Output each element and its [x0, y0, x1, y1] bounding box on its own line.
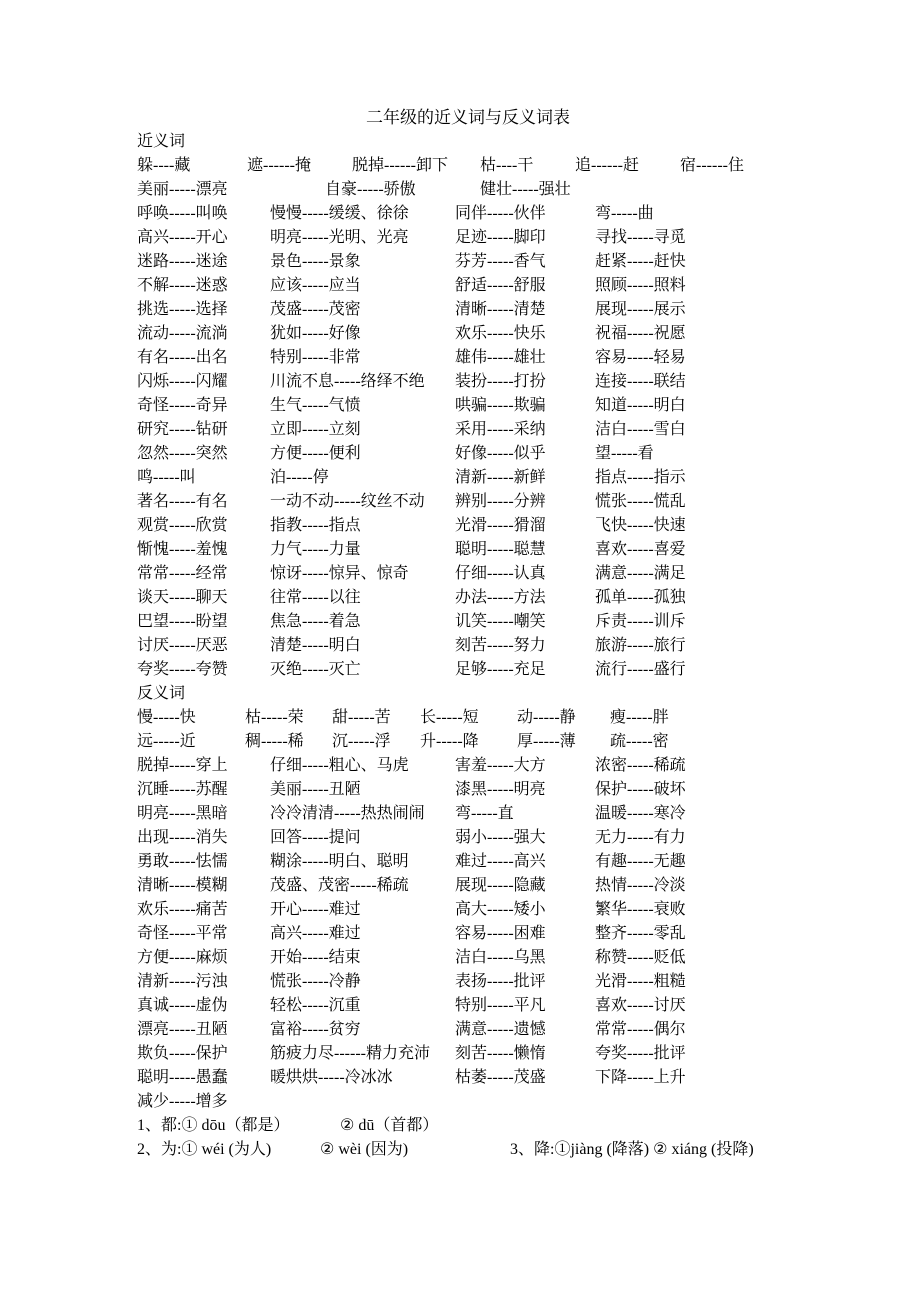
note-pair: 2、为:① wéi (为人) — [137, 1141, 272, 1158]
antonym-row — [137, 922, 799, 946]
synonym-row — [137, 466, 799, 490]
synonym-pair: 寻找-----寻觅 — [595, 229, 686, 246]
antonym-pair: 慌张-----冷静 — [270, 973, 361, 990]
synonym-pair: 夸奖-----夸赞 — [137, 661, 228, 678]
antonym-pair: 高兴-----难过 — [270, 925, 361, 942]
antonym-pair: 清新-----污浊 — [137, 973, 228, 990]
synonym-pair: 好像-----似乎 — [455, 445, 546, 462]
antonym-pair: 真诚-----虚伪 — [137, 997, 228, 1014]
note-row — [137, 1114, 799, 1138]
antonym-row — [137, 706, 799, 730]
antonym-pair: 高大-----矮小 — [455, 901, 546, 918]
antonym-row — [137, 946, 799, 970]
synonym-pair: 研究-----钻研 — [137, 421, 228, 438]
antonym-pair: 脱掉-----穿上 — [137, 757, 228, 774]
note-row — [137, 1138, 799, 1162]
synonym-pair: 有名-----出名 — [137, 349, 228, 366]
synonym-pair: 灭绝-----灭亡 — [270, 661, 361, 678]
note-pair: 3、降:①jiàng (降落) ② xiáng (投降) — [510, 1141, 754, 1158]
antonym-pair: 洁白-----乌黑 — [455, 949, 546, 966]
synonym-pair: 芬芳-----香气 — [455, 253, 546, 270]
antonym-pair: 漆黑-----明亮 — [455, 781, 546, 798]
synonym-pair: 同伴-----伙伴 — [455, 205, 546, 222]
antonym-pair: 容易-----困难 — [455, 925, 546, 942]
synonym-pair: 旅游-----旅行 — [595, 637, 686, 654]
antonym-pair: 聪明-----愚蠢 — [137, 1069, 228, 1086]
antonyms-list — [137, 706, 799, 1114]
document-content — [137, 106, 799, 1162]
synonym-row — [137, 322, 799, 346]
antonym-pair: 沉-----浮 — [332, 733, 391, 750]
synonym-pair: 满意-----满足 — [595, 565, 686, 582]
synonym-row — [137, 298, 799, 322]
antonym-pair: 漂亮-----丑陋 — [137, 1021, 228, 1038]
antonym-pair: 开始-----结束 — [270, 949, 361, 966]
note-pair: ② wèi (因为) — [320, 1141, 409, 1158]
synonym-pair: 躲----藏 — [137, 157, 191, 174]
antonym-pair: 喜欢-----讨厌 — [595, 997, 686, 1014]
synonym-pair: 清晰-----清楚 — [455, 301, 546, 318]
synonym-pair: 辨别-----分辨 — [455, 493, 546, 510]
synonym-pair: 足迹-----脚印 — [455, 229, 546, 246]
synonym-row — [137, 490, 799, 514]
synonym-pair: 往常-----以往 — [270, 589, 361, 606]
synonym-pair: 流行-----盛行 — [595, 661, 686, 678]
antonym-pair: 温暖-----寒冷 — [595, 805, 686, 822]
note-pair: ② dū（首都） — [340, 1117, 439, 1134]
synonym-pair: 宿------住 — [680, 157, 744, 174]
synonym-pair: 赶紧-----赶快 — [595, 253, 686, 270]
antonym-pair: 难过-----高兴 — [455, 853, 546, 870]
synonym-pair: 巴望-----盼望 — [137, 613, 228, 630]
antonym-row — [137, 754, 799, 778]
synonym-pair: 清楚-----明白 — [270, 637, 361, 654]
synonym-pair: 力气-----力量 — [270, 541, 361, 558]
antonym-row — [137, 1018, 799, 1042]
synonym-row — [137, 274, 799, 298]
synonym-row — [137, 418, 799, 442]
synonym-pair: 飞快-----快速 — [595, 517, 686, 534]
synonym-row — [137, 346, 799, 370]
synonym-row — [137, 610, 799, 634]
antonym-pair: 常常-----偶尔 — [595, 1021, 686, 1038]
synonym-pair: 望-----看 — [595, 445, 654, 462]
synonym-pair: 知道-----明白 — [595, 397, 686, 414]
synonym-pair: 茂盛-----茂密 — [270, 301, 361, 318]
synonym-pair: 指教-----指点 — [270, 517, 361, 534]
antonym-pair: 表扬-----批评 — [455, 973, 546, 990]
synonym-pair: 舒适-----舒服 — [455, 277, 546, 294]
antonym-pair: 疏-----密 — [610, 733, 669, 750]
document-title: 二年级的近义词与反义词表 — [366, 108, 570, 127]
antonym-row — [137, 778, 799, 802]
synonym-pair: 刻苦-----努力 — [455, 637, 546, 654]
synonyms-section-label: 近义词 — [137, 133, 186, 150]
antonym-row — [137, 1090, 799, 1114]
synonym-pair: 迷路-----迷途 — [137, 253, 228, 270]
synonym-pair: 脱掉------卸下 — [352, 157, 448, 174]
synonym-row — [137, 562, 799, 586]
synonym-pair: 健壮-----强壮 — [480, 181, 571, 198]
synonym-pair: 不解-----迷惑 — [137, 277, 228, 294]
synonym-pair: 喜欢-----喜爱 — [595, 541, 686, 558]
synonym-pair: 闪烁-----闪耀 — [137, 373, 228, 390]
synonym-pair: 连接-----联结 — [595, 373, 686, 390]
antonym-pair: 美丽-----丑陋 — [270, 781, 361, 798]
synonym-pair: 足够-----充足 — [455, 661, 546, 678]
synonym-pair: 挑选-----选择 — [137, 301, 228, 318]
synonym-pair: 生气-----气愤 — [270, 397, 361, 414]
synonym-pair: 观赏-----欣赏 — [137, 517, 228, 534]
antonym-pair: 整齐-----零乱 — [595, 925, 686, 942]
synonym-row — [137, 514, 799, 538]
antonym-pair: 夸奖-----批评 — [595, 1045, 686, 1062]
synonym-pair: 方便-----便利 — [270, 445, 361, 462]
antonym-pair: 方便-----麻烦 — [137, 949, 228, 966]
synonym-pair: 容易-----轻易 — [595, 349, 686, 366]
antonym-pair: 光滑-----粗糙 — [595, 973, 686, 990]
synonym-pair: 讥笑-----嘲笑 — [455, 613, 546, 630]
synonym-pair: 孤单-----孤独 — [595, 589, 686, 606]
antonym-row — [137, 970, 799, 994]
antonym-pair: 厚-----薄 — [517, 733, 576, 750]
antonym-pair: 清晰-----模糊 — [137, 877, 228, 894]
synonym-pair: 景色-----景象 — [270, 253, 361, 270]
synonym-pair: 斥责-----训斥 — [595, 613, 686, 630]
synonym-pair: 犹如-----好像 — [270, 325, 361, 342]
antonym-pair: 繁华-----衰败 — [595, 901, 686, 918]
synonym-pair: 光滑-----猾溜 — [455, 517, 546, 534]
synonym-pair: 谈天-----聊天 — [137, 589, 228, 606]
antonym-pair: 长-----短 — [420, 709, 479, 726]
synonym-pair: 清新-----新鲜 — [455, 469, 546, 486]
antonym-pair: 满意-----遗憾 — [455, 1021, 546, 1038]
antonym-pair: 出现-----消失 — [137, 829, 228, 846]
synonym-pair: 自豪-----骄傲 — [325, 181, 416, 198]
synonym-pair: 装扮-----打扮 — [455, 373, 546, 390]
antonym-pair: 明亮-----黑暗 — [137, 805, 228, 822]
synonym-pair: 一动不动-----纹丝不动 — [270, 493, 425, 510]
synonym-pair: 洁白-----雪白 — [595, 421, 686, 438]
antonym-pair: 稠-----稀 — [245, 733, 304, 750]
synonym-pair: 特别-----非常 — [270, 349, 361, 366]
antonym-pair: 枯-----荣 — [245, 709, 304, 726]
antonym-pair: 枯萎-----茂盛 — [455, 1069, 546, 1086]
synonym-pair: 惊讶-----惊异、惊奇 — [270, 565, 409, 582]
antonym-row — [137, 1066, 799, 1090]
synonym-pair: 川流不息-----络绎不绝 — [270, 373, 425, 390]
synonym-pair: 雄伟-----雄壮 — [455, 349, 546, 366]
antonym-row — [137, 826, 799, 850]
antonym-pair: 热情-----冷淡 — [595, 877, 686, 894]
antonym-pair: 奇怪-----平常 — [137, 925, 228, 942]
synonym-pair: 奇怪-----奇异 — [137, 397, 228, 414]
antonym-pair: 冷冷清清-----热热闹闹 — [270, 805, 425, 822]
synonym-pair: 焦急-----着急 — [270, 613, 361, 630]
antonym-pair: 无力-----有力 — [595, 829, 686, 846]
synonym-pair: 著名-----有名 — [137, 493, 228, 510]
antonym-pair: 称赞-----贬低 — [595, 949, 686, 966]
synonym-pair: 讨厌-----厌恶 — [137, 637, 228, 654]
synonym-pair: 祝福-----祝愿 — [595, 325, 686, 342]
antonym-pair: 有趣-----无趣 — [595, 853, 686, 870]
antonym-pair: 欺负-----保护 — [137, 1045, 228, 1062]
synonym-pair: 立即-----立刻 — [270, 421, 361, 438]
synonym-pair: 采用-----采纳 — [455, 421, 546, 438]
synonym-pair: 明亮-----光明、光亮 — [270, 229, 409, 246]
synonym-pair: 聪明-----聪慧 — [455, 541, 546, 558]
synonym-pair: 高兴-----开心 — [137, 229, 228, 246]
pronunciation-notes — [137, 1114, 799, 1162]
antonym-pair: 瘦-----胖 — [610, 709, 669, 726]
synonym-pair: 流动-----流淌 — [137, 325, 228, 342]
synonym-pair: 仔细-----认真 — [455, 565, 546, 582]
synonym-row — [137, 394, 799, 418]
antonym-pair: 糊涂-----明白、聪明 — [270, 853, 409, 870]
synonym-row — [137, 442, 799, 466]
antonym-pair: 害羞-----大方 — [455, 757, 546, 774]
synonym-pair: 哄骗-----欺骗 — [455, 397, 546, 414]
synonym-pair: 指点-----指示 — [595, 469, 686, 486]
antonym-pair: 欢乐-----痛苦 — [137, 901, 228, 918]
antonym-pair: 勇敢-----怯懦 — [137, 853, 228, 870]
synonym-row — [137, 202, 799, 226]
synonym-pair: 美丽-----漂亮 — [137, 181, 228, 198]
antonym-pair: 远-----近 — [137, 733, 196, 750]
synonym-pair: 慢慢-----缓缓、徐徐 — [270, 205, 409, 222]
antonym-row — [137, 874, 799, 898]
synonym-pair: 惭愧-----羞愧 — [137, 541, 228, 558]
antonym-row — [137, 730, 799, 754]
antonym-pair: 展现-----隐藏 — [455, 877, 546, 894]
antonym-pair: 浓密-----稀疏 — [595, 757, 686, 774]
synonym-row — [137, 586, 799, 610]
antonym-pair: 特别-----平凡 — [455, 997, 546, 1014]
synonym-pair: 展现-----展示 — [595, 301, 686, 318]
antonym-pair: 轻松-----沉重 — [270, 997, 361, 1014]
note-pair: 1、都:① dōu（都是） — [137, 1117, 290, 1134]
antonyms-section-label: 反义词 — [137, 685, 186, 702]
synonym-row — [137, 538, 799, 562]
synonym-pair: 应该-----应当 — [270, 277, 361, 294]
antonym-pair: 甜-----苦 — [332, 709, 391, 726]
antonym-row — [137, 850, 799, 874]
synonym-row — [137, 178, 799, 202]
synonyms-list — [137, 154, 799, 682]
antonym-pair: 减少-----增多 — [137, 1093, 228, 1110]
synonym-pair: 办法-----方法 — [455, 589, 546, 606]
synonym-pair: 欢乐-----快乐 — [455, 325, 546, 342]
antonym-pair: 刻苦-----懒惰 — [455, 1045, 546, 1062]
synonym-pair: 泊-----停 — [270, 469, 329, 486]
antonym-row — [137, 994, 799, 1018]
antonym-pair: 回答-----提问 — [270, 829, 361, 846]
antonym-pair: 富裕-----贫穷 — [270, 1021, 361, 1038]
antonym-pair: 升-----降 — [420, 733, 479, 750]
synonym-pair: 慌张-----慌乱 — [595, 493, 686, 510]
antonym-pair: 仔细-----粗心、马虎 — [270, 757, 409, 774]
antonym-pair: 茂盛、茂密-----稀疏 — [270, 877, 409, 894]
antonym-row — [137, 898, 799, 922]
synonym-row — [137, 154, 799, 178]
antonym-pair: 弱小-----强大 — [455, 829, 546, 846]
synonym-pair: 鸣-----叫 — [137, 469, 196, 486]
antonym-pair: 下降-----上升 — [595, 1069, 686, 1086]
synonym-pair: 常常-----经常 — [137, 565, 228, 582]
synonym-pair: 呼唤-----叫唤 — [137, 205, 228, 222]
synonym-pair: 遮------掩 — [247, 157, 311, 174]
synonym-pair: 追------赶 — [575, 157, 639, 174]
synonym-row — [137, 658, 799, 682]
antonym-row — [137, 802, 799, 826]
antonym-pair: 筋疲力尽------精力充沛 — [270, 1045, 430, 1062]
antonym-pair: 动-----静 — [517, 709, 576, 726]
synonym-row — [137, 250, 799, 274]
synonym-pair: 弯-----曲 — [595, 205, 654, 222]
synonym-pair: 枯----干 — [480, 157, 534, 174]
antonym-row — [137, 1042, 799, 1066]
antonym-pair: 弯-----直 — [455, 805, 514, 822]
antonym-pair: 暖烘烘-----冷冰冰 — [270, 1069, 393, 1086]
antonym-pair: 慢-----快 — [137, 709, 196, 726]
antonym-pair: 开心-----难过 — [270, 901, 361, 918]
synonym-pair: 忽然-----突然 — [137, 445, 228, 462]
antonym-pair: 沉睡-----苏醒 — [137, 781, 228, 798]
antonym-pair: 保护-----破坏 — [595, 781, 686, 798]
synonym-row — [137, 634, 799, 658]
synonym-row — [137, 226, 799, 250]
synonym-pair: 照顾-----照料 — [595, 277, 686, 294]
synonym-row — [137, 370, 799, 394]
